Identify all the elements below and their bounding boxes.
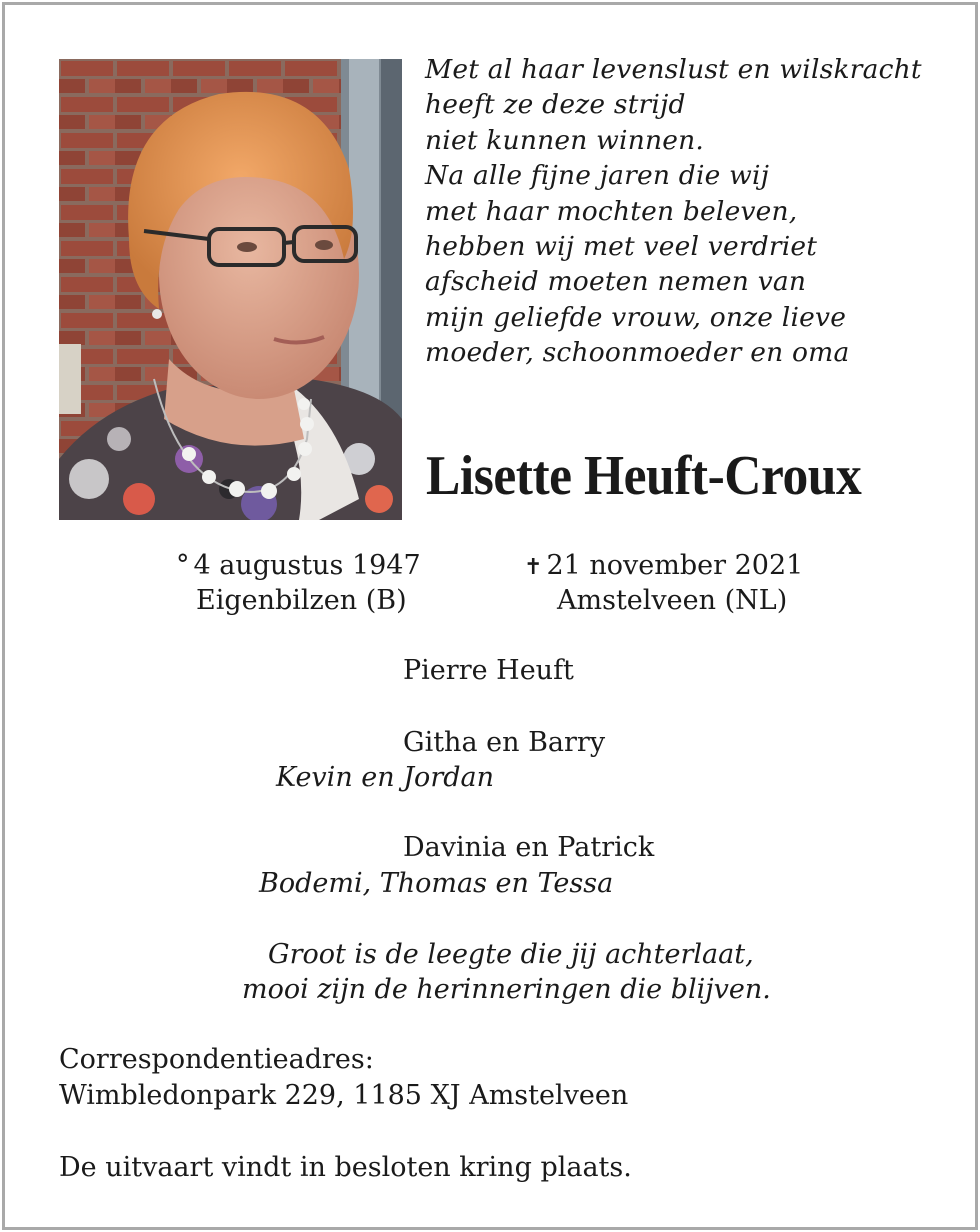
poem-line: moeder, schoonmoeder en oma [425, 337, 850, 369]
poem-line: heeft ze deze strijd [425, 89, 686, 121]
correspondence-address: Wimbledonpark 229, 1185 XJ Amstelveen [59, 1080, 629, 1111]
funeral-note: De uitvaart vindt in besloten kring plaats. [59, 1152, 632, 1183]
grandchildren-2: Bodemi, Thomas en Tessa [259, 868, 614, 899]
child-family-1: Githa en Barry [403, 727, 606, 758]
birth-symbol: ° [176, 550, 190, 581]
death-place: Amstelveen (NL) [557, 585, 788, 616]
deceased-name: Lisette Heuft-Croux [426, 445, 862, 507]
birth-place: Eigenbilzen (B) [196, 585, 407, 616]
death-date-line [524, 548, 803, 585]
spouse-name: Pierre Heuft [403, 655, 574, 686]
poem-line: mijn geliefde vrouw, onze lieve [425, 301, 847, 333]
poem-line: afscheid moeten nemen van [425, 266, 807, 298]
poem-line: Met al haar levenslust en wilskracht [425, 54, 922, 85]
quote-line-2: mooi zijn de herinneringen die blijven. [242, 974, 771, 1005]
grandchildren-1: Kevin en Jordan [276, 762, 494, 793]
cross-icon: ✝ [524, 555, 543, 580]
poem-line: hebben wij met veel verdriet [425, 231, 818, 263]
opening-poem [425, 52, 922, 371]
quote-line-1: Groot is de leegte die jij achterlaat, [268, 939, 754, 970]
death-date: 21 november 2021 [546, 550, 804, 581]
poem-line: Na alle fijne jaren die wij [425, 160, 770, 192]
child-family-2: Davinia en Patrick [403, 832, 655, 863]
birth-date: 4 augustus 1947 [193, 550, 421, 581]
portrait-photo [59, 59, 402, 520]
poem-line: niet kunnen winnen. [425, 124, 704, 156]
poem-line: met haar mochten beleven, [425, 195, 798, 227]
correspondence-label: Correspondentieadres: [59, 1044, 374, 1075]
birth-date-line [176, 548, 421, 583]
